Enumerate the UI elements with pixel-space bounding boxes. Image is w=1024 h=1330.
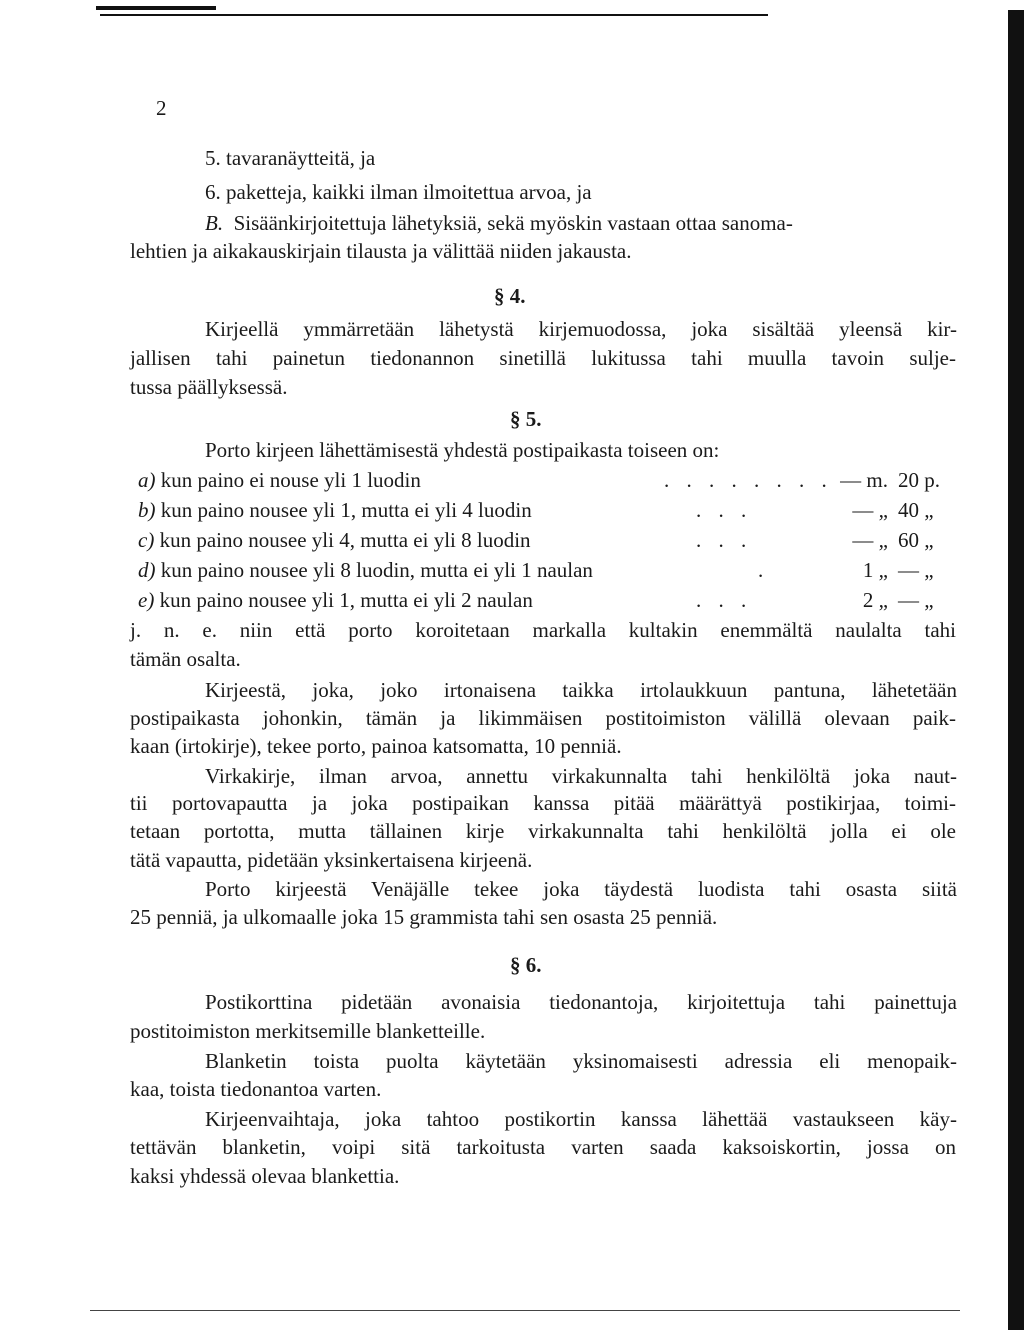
rate-mark: — m.: [840, 468, 888, 492]
paragraph-line: tätä vapautta, pidetään yksinkertaisena kirjeenä.: [130, 848, 533, 872]
section-heading-6: § 6.: [510, 953, 542, 977]
rate-mark: — „: [852, 498, 888, 522]
scan-right-border: [1008, 10, 1024, 1330]
rate-mark: — „: [852, 528, 888, 552]
rate-text: kun paino ei nouse yli 1 luodin: [160, 468, 421, 492]
rate-row: [138, 587, 968, 613]
paragraph-line: j. n. e. niin että porto koroitetaan markalla kultakin enemmältä naulalta tahi: [130, 618, 956, 642]
list-item: 5. tavaranäytteitä, ja: [205, 146, 376, 170]
paragraph-line: Virkakirje, ilman arvoa, annettu virkakunnalta tahi henkilöltä joka naut-: [205, 764, 957, 788]
scan-edge-mark: [96, 6, 216, 10]
paragraph-line: Blanketin toista puolta käytetään yksinomaisesti adressia eli menopaik-: [205, 1049, 957, 1073]
paragraph-line: tii portovapautta ja joka postipaikan kanssa pitää määrättyä postikirjaa, toimi-: [130, 791, 956, 815]
page-number: 2: [156, 96, 167, 120]
list-item: 6. paketteja, kaikki ilman ilmoitettua arvoa, ja: [205, 180, 592, 204]
rate-text: kun paino nousee yli 1, mutta ei yli 4 luodin: [160, 498, 532, 522]
bottom-rule: [90, 1310, 960, 1311]
paragraph-line: Kirjeenvaihtaja, joka tahtoo postikortin kanssa lähettää vastaukseen käy-: [205, 1107, 957, 1131]
rate-penni: — „: [898, 558, 934, 582]
paragraph-line: tämän osalta.: [130, 647, 241, 671]
section-heading-4: § 4.: [494, 284, 526, 308]
top-rule: [100, 14, 768, 16]
rate-row: [138, 527, 968, 553]
rate-leader: .: [758, 558, 770, 582]
paragraph-line: 25 penniä, ja ulkomaalle joka 15 grammista tahi sen osasta 25 penniä.: [130, 905, 718, 929]
rate-mark: 1 „: [862, 558, 888, 582]
rate-text: kun paino nousee yli 8 luodin, mutta ei yli 1 naulan: [160, 558, 593, 582]
rate-row: [138, 497, 968, 523]
rate-leader: . . .: [696, 588, 753, 612]
rate-row: [138, 467, 968, 493]
paragraph-line: tettävän blanketin, voipi sitä tarkoitusta varten saada kaksoiskortin, jossa on: [130, 1135, 956, 1159]
paragraph-line: postitoimiston merkitsemille blanketteille.: [130, 1019, 486, 1043]
paragraph-line: kaksi yhdessä olevaa blankettia.: [130, 1164, 400, 1188]
rate-leader: . . .: [696, 498, 753, 522]
paragraph-line: Porto kirjeen lähettämisestä yhdestä postipaikasta toiseen on:: [205, 438, 720, 462]
rate-penni: 40 „: [898, 498, 934, 522]
rate-penni: 20 p.: [898, 468, 940, 492]
paragraph-line: Kirjeellä ymmärretään lähetystä kirjemuodossa, joka sisältää yleensä kir-: [205, 317, 957, 341]
rate-text: kun paino nousee yli 1, mutta ei yli 2 naulan: [159, 588, 533, 612]
rate-letter: b): [138, 498, 156, 522]
paragraph-line: tussa päällyksessä.: [130, 375, 288, 399]
rate-row: [138, 557, 968, 583]
paragraph-line: Postikorttina pidetään avonaisia tiedonantoja, kirjoitettuja tahi painettuja: [205, 990, 957, 1014]
item-b-label: B.: [205, 211, 224, 235]
rate-letter: c): [138, 528, 155, 552]
rate-letter: d): [138, 558, 156, 582]
rate-text: kun paino nousee yli 4, mutta ei yli 8 luodin: [159, 528, 531, 552]
paragraph-line: postipaikasta johonkin, tämän ja likimmäisen postitoimiston välillä olevaan paik-: [130, 706, 956, 730]
list-item-b: [205, 210, 957, 236]
rate-penni: 60 „: [898, 528, 934, 552]
rate-penni: — „: [898, 588, 934, 612]
paragraph-line: jallisen tahi painetun tiedonannon sinetillä lukitussa tahi muulla tavoin sulje-: [130, 346, 956, 370]
paragraph-line: lehtien ja aikakauskirjain tilausta ja välittää niiden jakausta.: [130, 239, 632, 263]
paragraph-line: tetaan portotta, mutta tällainen kirje virkakunnalta tahi henkilöltä jolla ei ole: [130, 819, 956, 843]
paragraph-line: kaan (irtokirje), tekee porto, painoa katsomatta, 10 penniä.: [130, 734, 622, 758]
section-heading-5: § 5.: [510, 407, 542, 431]
rate-mark: 2 „: [862, 588, 888, 612]
rate-letter: a): [138, 468, 156, 492]
paragraph-line: Kirjeestä, joka, joko irtonaisena taikka irtolaukkuun pantuna, lähetetään: [205, 678, 957, 702]
item-b-text: Sisäänkirjoitettuja lähetyksiä, sekä myöskin vastaan ottaa sanoma-: [233, 211, 793, 235]
paragraph-line: Porto kirjeestä Venäjälle tekee joka täydestä luodista tahi osasta siitä: [205, 877, 957, 901]
rate-letter: e): [138, 588, 155, 612]
rate-leader: . . .: [696, 528, 753, 552]
rate-leader: . . . . . . . .: [664, 468, 833, 492]
paragraph-line: kaa, toista tiedonantoa varten.: [130, 1077, 382, 1101]
